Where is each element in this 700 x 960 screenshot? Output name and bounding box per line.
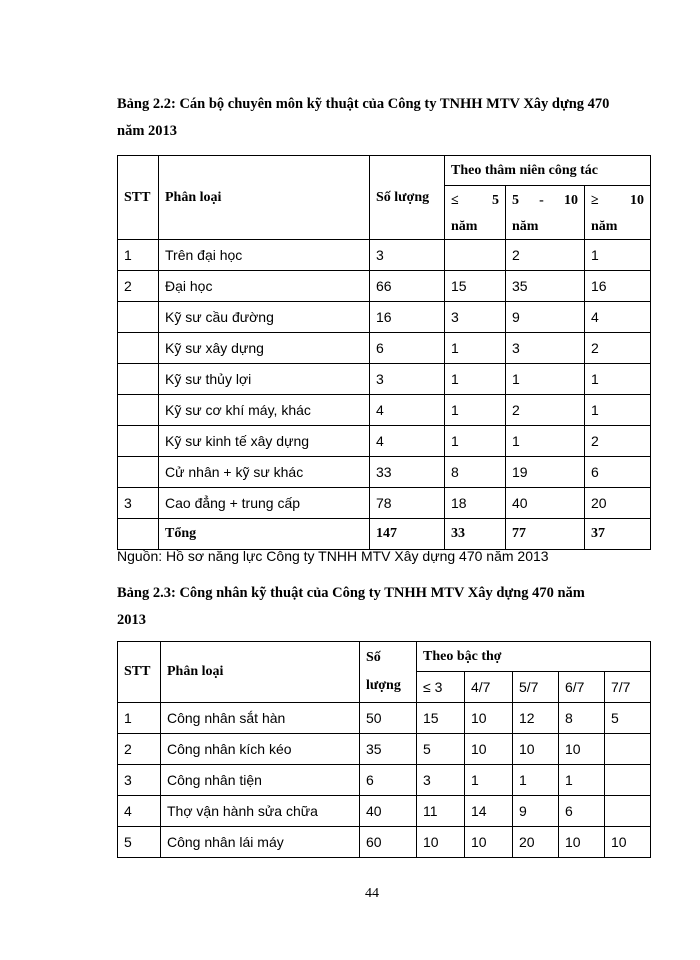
cell-quantity: 6 <box>370 333 445 364</box>
cell-seniority-2: 9 <box>506 302 585 333</box>
table-row <box>118 271 651 302</box>
cell-category: Cử nhân + kỹ sư khác <box>159 457 370 488</box>
cell-stt <box>118 426 159 457</box>
cell-level <box>605 796 651 827</box>
cell-category: Kỹ sư xây dựng <box>159 333 370 364</box>
table-row <box>118 827 651 858</box>
header-level: ≤ 3 <box>417 672 465 703</box>
cell-quantity: 4 <box>370 395 445 426</box>
header-stt: STT <box>118 642 161 703</box>
cell-seniority-3: 2 <box>585 333 651 364</box>
cell-seniority-3: 1 <box>585 240 651 271</box>
page-number: 44 <box>365 886 379 901</box>
cell-level: 10 <box>465 734 513 765</box>
cell-stt: 1 <box>118 240 159 271</box>
table-row <box>118 333 651 364</box>
cell-quantity: 50 <box>360 703 417 734</box>
header-col1-top: ≤ 5 <box>445 186 506 216</box>
cell-seniority-3: 1 <box>585 395 651 426</box>
cell-seniority-1: 18 <box>445 488 506 519</box>
header-seniority: Theo thâm niên công tác <box>445 156 651 186</box>
cell-stt: 5 <box>118 827 161 858</box>
cell-seniority-2: 1 <box>506 426 585 457</box>
cell-quantity: 33 <box>370 457 445 488</box>
cell-stt <box>118 457 159 488</box>
cell-level: 10 <box>417 827 465 858</box>
cell-seniority-2: 3 <box>506 333 585 364</box>
cell-level: 15 <box>417 703 465 734</box>
table-technical-staff <box>117 155 651 550</box>
header-level: 6/7 <box>559 672 605 703</box>
cell-seniority-2: 2 <box>506 240 585 271</box>
table1-source: Nguồn: Hồ sơ năng lực Công ty TNHH MTV Xây dựng 470 năm 2013 <box>117 548 549 564</box>
header-quantity: Số lượng <box>360 642 417 703</box>
cell-level: 10 <box>465 703 513 734</box>
cell-level: 5 <box>417 734 465 765</box>
cell-stt <box>118 364 159 395</box>
cell-category: Cao đẳng + trung cấp <box>159 488 370 519</box>
table-technical-workers <box>117 641 651 858</box>
cell-level: 6 <box>559 796 605 827</box>
cell-seniority-2: 40 <box>506 488 585 519</box>
cell-level: 8 <box>559 703 605 734</box>
cell-quantity: 6 <box>360 765 417 796</box>
table-row <box>118 703 651 734</box>
header-col3-top: ≥ 10 <box>585 186 651 216</box>
table-row <box>118 765 651 796</box>
cell-level: 1 <box>465 765 513 796</box>
cell-seniority-2: 19 <box>506 457 585 488</box>
header-level: 7/7 <box>605 672 651 703</box>
cell-seniority-1: 8 <box>445 457 506 488</box>
cell-level: 14 <box>465 796 513 827</box>
table-row <box>118 457 651 488</box>
cell-seniority-1: 3 <box>445 302 506 333</box>
cell-category: Công nhân sắt hàn <box>161 703 360 734</box>
cell-level: 10 <box>559 827 605 858</box>
cell-seniority-3: 1 <box>585 364 651 395</box>
header-col3-bottom: năm <box>585 216 651 240</box>
header-col2-top: 5 - 10 <box>506 186 585 216</box>
table1-caption: Bảng 2.2: Cán bộ chuyên môn kỹ thuật của Công ty TNHH MTV Xây dựng 470 năm 2013 <box>117 96 610 139</box>
header-col1-bottom: năm <box>445 216 506 240</box>
cell-level <box>605 765 651 796</box>
cell-category: Thợ vận hành sửa chữa <box>161 796 360 827</box>
cell-seniority-1: 1 <box>445 333 506 364</box>
header-level: 4/7 <box>465 672 513 703</box>
cell-quantity: 16 <box>370 302 445 333</box>
cell-stt: 2 <box>118 734 161 765</box>
cell-level: 11 <box>417 796 465 827</box>
header-level: 5/7 <box>513 672 559 703</box>
cell-seniority-1: 1 <box>445 395 506 426</box>
cell-quantity: 66 <box>370 271 445 302</box>
header-category: Phân loại <box>159 156 370 240</box>
cell-quantity: 4 <box>370 426 445 457</box>
cell-category: Kỹ sư kinh tế xây dựng <box>159 426 370 457</box>
cell-level: 3 <box>417 765 465 796</box>
cell-level: 1 <box>559 765 605 796</box>
table-row <box>118 488 651 519</box>
cell-stt <box>118 333 159 364</box>
cell-seniority-3: 2 <box>585 426 651 457</box>
cell-seniority-2: 35 <box>506 271 585 302</box>
cell-level: 10 <box>605 827 651 858</box>
cell-level: 9 <box>513 796 559 827</box>
table2-caption: Bảng 2.3: Công nhân kỹ thuật của Công ty TNHH MTV Xây dựng 470 năm 2013 <box>117 585 585 628</box>
cell-seniority-1: 1 <box>445 364 506 395</box>
cell-quantity: 78 <box>370 488 445 519</box>
cell-seniority-1: 15 <box>445 271 506 302</box>
total-c: 37 <box>585 519 651 550</box>
cell-quantity: 3 <box>370 364 445 395</box>
cell-category: Đại học <box>159 271 370 302</box>
cell-quantity: 35 <box>360 734 417 765</box>
cell-category: Công nhân kích kéo <box>161 734 360 765</box>
cell-category: Trên đại học <box>159 240 370 271</box>
cell-seniority-1 <box>445 240 506 271</box>
cell-level: 1 <box>513 765 559 796</box>
cell-category: Công nhân lái máy <box>161 827 360 858</box>
cell-stt: 4 <box>118 796 161 827</box>
cell-level: 10 <box>465 827 513 858</box>
header-skill-level: Theo bậc thợ <box>417 642 651 672</box>
cell-seniority-3: 4 <box>585 302 651 333</box>
cell-stt <box>118 302 159 333</box>
header-category: Phân loại <box>161 642 360 703</box>
cell-level: 5 <box>605 703 651 734</box>
cell-stt <box>118 395 159 426</box>
cell-level: 10 <box>513 734 559 765</box>
table-row <box>118 302 651 333</box>
cell-category: Công nhân tiện <box>161 765 360 796</box>
cell-stt: 3 <box>118 765 161 796</box>
cell-seniority-3: 16 <box>585 271 651 302</box>
cell-category: Kỹ sư cơ khí máy, khác <box>159 395 370 426</box>
cell-level: 20 <box>513 827 559 858</box>
cell-seniority-3: 20 <box>585 488 651 519</box>
table-row <box>118 426 651 457</box>
cell-seniority-1: 1 <box>445 426 506 457</box>
table-row <box>118 364 651 395</box>
total-qty: 147 <box>370 519 445 550</box>
cell-quantity: 3 <box>370 240 445 271</box>
table-row-total <box>118 519 651 550</box>
header-quantity: Số lượng <box>370 156 445 240</box>
cell-level: 10 <box>559 734 605 765</box>
cell-seniority-3: 6 <box>585 457 651 488</box>
cell-stt: 2 <box>118 271 159 302</box>
cell-stt: 3 <box>118 488 159 519</box>
cell-level: 12 <box>513 703 559 734</box>
table-row <box>118 796 651 827</box>
cell-category: Kỹ sư thủy lợi <box>159 364 370 395</box>
cell-stt: 1 <box>118 703 161 734</box>
header-stt: STT <box>118 156 159 240</box>
total-a: 33 <box>445 519 506 550</box>
table-row <box>118 734 651 765</box>
cell-quantity: 40 <box>360 796 417 827</box>
cell-seniority-2: 2 <box>506 395 585 426</box>
cell-seniority-2: 1 <box>506 364 585 395</box>
cell-quantity: 60 <box>360 827 417 858</box>
total-b: 77 <box>506 519 585 550</box>
cell-level <box>605 734 651 765</box>
table-row <box>118 395 651 426</box>
table-row <box>118 240 651 271</box>
cell-category: Kỹ sư cầu đường <box>159 302 370 333</box>
total-label: Tổng <box>159 519 370 550</box>
header-col2-bottom: năm <box>506 216 585 240</box>
